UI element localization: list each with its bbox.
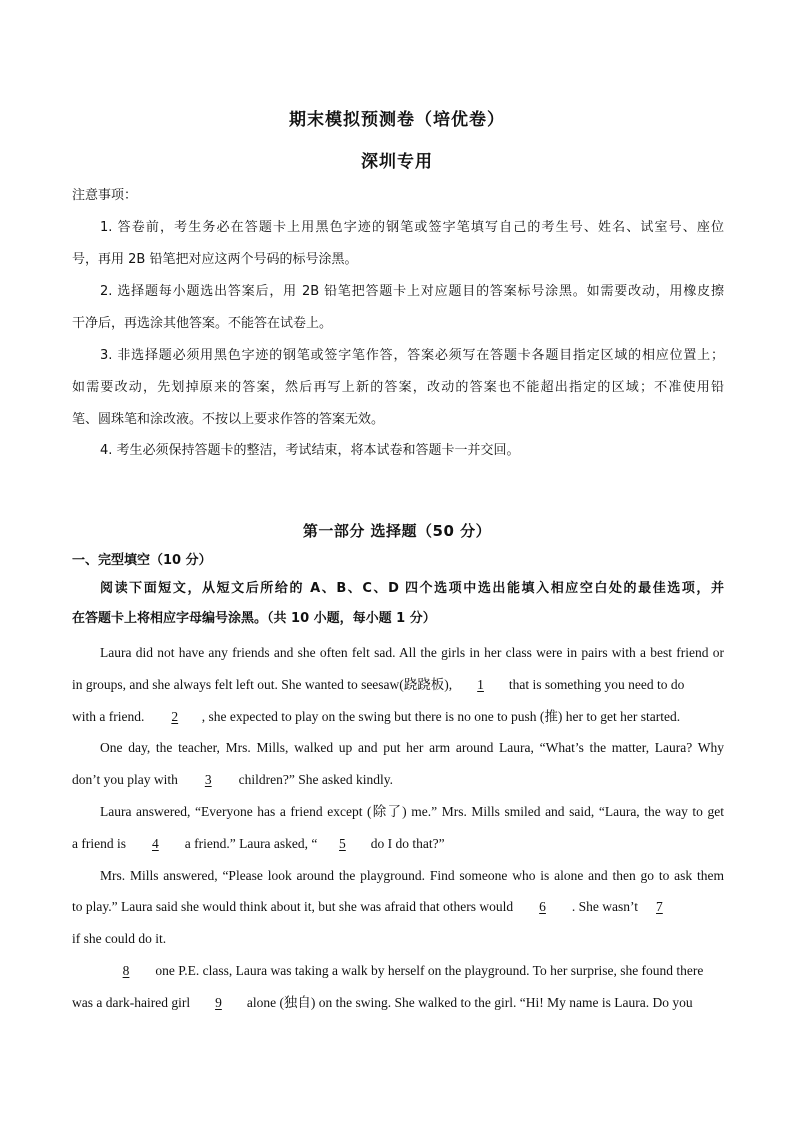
note-2-line-2: 干净后，再选涂其他答案。不能答在试卷上。 xyxy=(72,316,333,331)
note-3-line-1: 3. 非选择题必须用黑色字迹的钢笔或签字笔作答，答案必须写在答题卡各题目指定区域的相应位置上； xyxy=(100,348,724,363)
notes-heading: 注意事项： xyxy=(72,188,138,203)
instruction-line-1: 阅读下面短文，从短文后所给的 A、B、C、D 四个选项中选出能填入相应空白处的最佳选项，并 xyxy=(100,581,724,596)
passage-line: Mrs. Mills answered, “Please look around the playground. Find someone who is alone and then go to ask them xyxy=(100,868,724,883)
blank-4: 4 xyxy=(151,836,159,851)
blank-2: 2 xyxy=(171,709,179,724)
passage-text: that is something you need to do xyxy=(505,677,685,692)
exam-subtitle: 深圳专用 xyxy=(361,152,433,172)
note-2-line-1: 2. 选择题每小题选出答案后，用 2B 铅笔把答题卡上对应题目的答案标号涂黑。如需要改动，用橡皮擦 xyxy=(100,284,724,299)
passage-text: a friend is xyxy=(72,836,130,851)
passage-line: One day, the teacher, Mrs. Mills, walked up and put her arm around Laura, “What’s the matter, Laura? Why xyxy=(100,740,724,755)
passage-text: was a dark-haired girl xyxy=(72,995,194,1010)
passage-text: alone (独自) on the swing. She walked to the girl. “Hi! My name is Laura. Do you xyxy=(243,995,693,1010)
passage-text: do I do that?” xyxy=(367,836,445,851)
passage-line xyxy=(72,834,724,854)
blank-8: 8 xyxy=(122,963,130,978)
section-one-title: 一、完型填空（10 分） xyxy=(72,553,212,568)
passage-text: a friend.” Laura asked, “ xyxy=(181,836,318,851)
note-1-line-1: 1. 答卷前，考生务必在答题卡上用黑色字迹的钢笔或签字笔填写自己的考生号、姓名、试室号、座位 xyxy=(100,220,724,235)
passage-line xyxy=(72,897,724,917)
passage-text: one P.E. class, Laura was taking a walk by herself on the playground. To her surprise, she found there xyxy=(152,963,704,978)
passage-text: don’t you play with xyxy=(72,772,182,787)
note-3-line-3: 笔、圆珠笔和涂改液。不按以上要求作答的答案无效。 xyxy=(72,412,385,427)
passage-text: . She wasn’t xyxy=(568,899,642,914)
part-one-title: 第一部分 选择题（50 分） xyxy=(302,522,492,540)
passage-line xyxy=(72,770,724,790)
passage-line: if she could do it. xyxy=(72,931,167,946)
passage-line: Laura did not have any friends and she often felt sad. All the girls in her class were in pairs with a best friend or xyxy=(100,645,724,660)
passage-text: , she expected to play on the swing but there is no one to push (推) her to get her started. xyxy=(201,709,681,724)
note-1-line-2: 号，再用 2B 铅笔把对应这两个号码的标号涂黑。 xyxy=(72,252,358,267)
blank-1: 1 xyxy=(477,677,484,692)
blank-7: 7 xyxy=(656,899,663,914)
passage-line xyxy=(72,993,724,1013)
passage-line xyxy=(100,961,724,981)
passage-text: in groups, and she always felt left out. She wanted to seesaw(跷跷板), xyxy=(72,677,456,692)
note-4: 4. 考生必须保持答题卡的整洁，考试结束，将本试卷和答题卡一并交回。 xyxy=(100,443,520,458)
instruction-line-2: 在答题卡上将相应字母编号涂黑。（共 10 小题，每小题 1 分） xyxy=(72,611,436,626)
passage-text: to play.” Laura said she would think about it, but she was afraid that others would xyxy=(72,899,517,914)
note-3-line-2: 如需要改动，先划掉原来的答案，然后再写上新的答案，改动的答案也不能超出指定的区域；不准使用铅 xyxy=(72,380,724,395)
exam-title: 期末模拟预测卷（培优卷） xyxy=(289,110,505,130)
passage-text: children?” She asked kindly. xyxy=(235,772,393,787)
passage-line xyxy=(72,707,724,727)
passage-line xyxy=(72,675,724,695)
passage-line: Laura answered, “Everyone has a friend except (除了) me.” Mrs. Mills smiled and said, “Laura, the way to get xyxy=(100,804,724,819)
blank-9: 9 xyxy=(215,995,222,1010)
blank-5: 5 xyxy=(339,836,346,851)
blank-3: 3 xyxy=(204,772,212,787)
passage-text: with a friend. xyxy=(72,709,148,724)
blank-6: 6 xyxy=(539,899,546,914)
